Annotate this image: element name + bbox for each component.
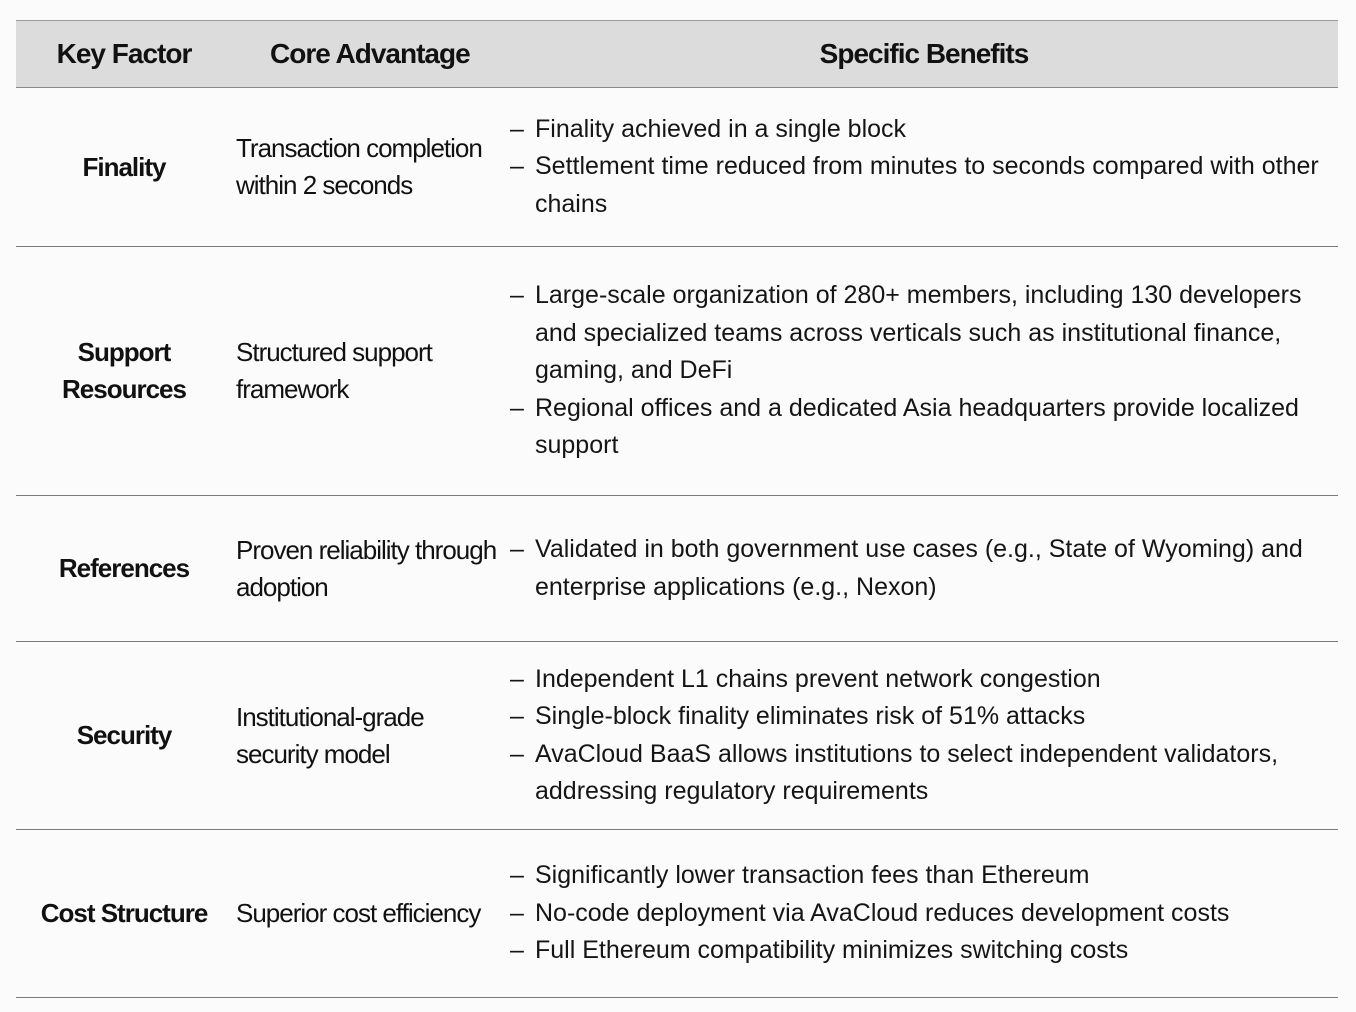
- benefits-list: [510, 277, 1338, 465]
- benefit-item: – Single-block finality eliminates risk of 51% attacks: [510, 698, 1338, 736]
- benefit-item: – No-code deployment via AvaCloud reduces development costs: [510, 895, 1338, 933]
- table-row: [16, 830, 1338, 998]
- benefit-item: – Validated in both government use cases (e.g., State of Wyoming) and enterprise applications (e.g., Nexon): [510, 531, 1338, 606]
- benefits-cell: [510, 111, 1338, 224]
- benefits-cell: [510, 277, 1338, 465]
- key-factor-cell: Security: [76, 720, 172, 750]
- benefit-item: – Independent L1 chains prevent network congestion: [510, 661, 1338, 699]
- comparison-table: [16, 20, 1338, 998]
- header-key-factor: Key Factor: [56, 38, 192, 69]
- core-advantage-cell: Superior cost efficiency: [236, 898, 481, 928]
- key-factor-cell: [16, 334, 232, 408]
- core-advantage-cell: Proven reliability through adoption: [236, 534, 497, 602]
- table-row: [16, 642, 1338, 830]
- benefit-item: – Large-scale organization of 280+ members, including 130 developers and specialized teams across verticals such as institutional finance, gaming, and DeFi: [510, 277, 1338, 390]
- benefit-item: – Settlement time reduced from minutes to seconds compared with other chains: [510, 148, 1338, 223]
- table-row: [16, 496, 1338, 642]
- core-advantage-cell: Institutional-grade security model: [236, 701, 424, 769]
- benefits-list: [510, 857, 1338, 970]
- table-row: [16, 88, 1338, 247]
- table-header: [16, 20, 1338, 88]
- benefit-item: – Regional offices and a dedicated Asia headquarters provide localized support: [510, 390, 1338, 465]
- key-factor-cell: Cost Structure: [40, 898, 208, 928]
- benefit-item: – Finality achieved in a single block: [510, 111, 1338, 149]
- benefit-item: – AvaCloud BaaS allows institutions to select independent validators, addressing regulatory requirements: [510, 736, 1338, 811]
- benefit-item: – Full Ethereum compatibility minimizes switching costs: [510, 932, 1338, 970]
- header-specific-benefits: Specific Benefits: [819, 38, 1029, 69]
- core-advantage-cell: Structured support framework: [236, 337, 432, 404]
- key-factor-cell: Finality: [82, 151, 166, 182]
- benefits-cell: [510, 857, 1338, 970]
- key-factor-text: Support Resources: [62, 337, 186, 404]
- benefits-list: [510, 661, 1338, 811]
- table-row: [16, 247, 1338, 496]
- core-advantage-cell: Transaction completion within 2 seconds: [236, 133, 482, 200]
- key-factor-cell: References: [58, 553, 190, 583]
- benefit-item: – Significantly lower transaction fees than Ethereum: [510, 857, 1338, 895]
- benefits-list: [510, 111, 1338, 224]
- benefits-cell: [510, 531, 1338, 606]
- header-core-advantage: Core Advantage: [270, 38, 470, 69]
- benefits-cell: [510, 661, 1338, 811]
- benefits-list: [510, 531, 1338, 606]
